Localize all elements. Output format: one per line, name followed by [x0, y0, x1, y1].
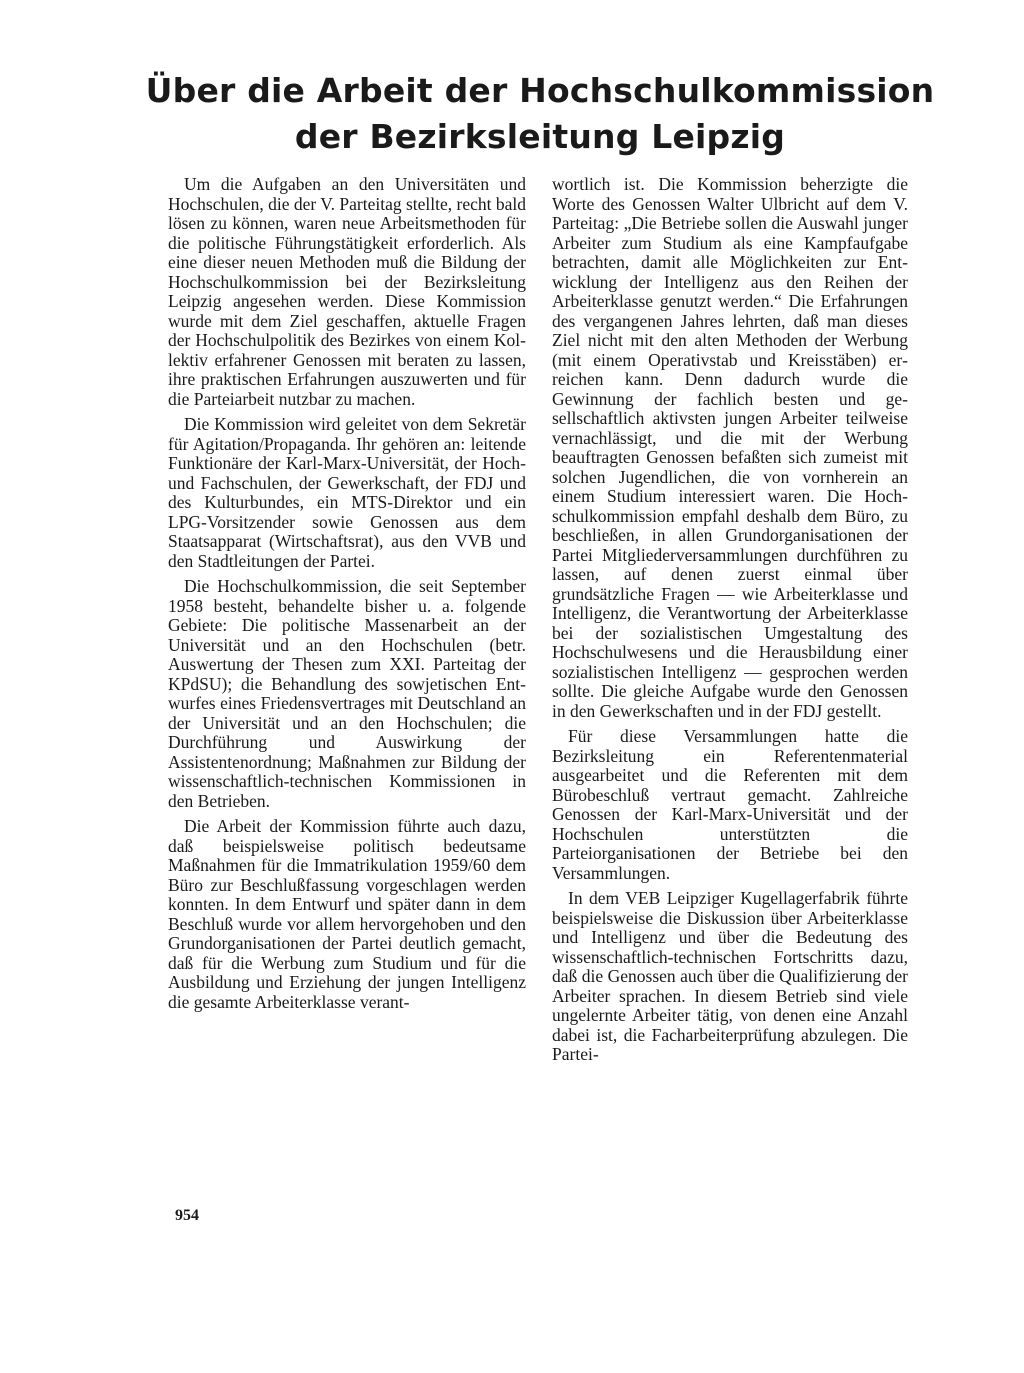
paragraph: Um die Aufgaben an den Universitäten und Hochschulen, die der V. Parteitag stellte, recht bald lösen zu können, waren neue Arbeitsmethoden für die politische Führungstätigkeit erforderlich. Als eine dieser neuen Methoden muß die Bildung der Hochschulkommission bei der Bezirksleitung Leipzig angesehen werden. Diese Kommission wurde mit dem Ziel geschaffen, aktuelle Fragen der Hochschulpolitik des Bezirkes von einem Kollektiv erfahrener Genossen mit beraten zu lassen, ihre praktischen Erfahrungen auszuwerten und für die Parteiarbeit nutzbar zu machen. [168, 174, 526, 409]
left-text-column [168, 175, 526, 1012]
article-title-line-2: der Bezirksleitung Leipzig [294, 117, 786, 156]
paragraph: Die Hochschulkommission, die seit September 1958 besteht, behandelte bisher u. a. folgende Gebiete: Die politische Massenarbeit an der Universität und an den Hochschulen (betr. Auswertung der Thesen zum XXI. Parteitag der KPdSU); die Behandlung des sowjetischen Entwurfes eines Friedensvertrages mit Deutschland an der Universität und an den Hochschulen; die Durchführung und Auswirkung der Assistentenordnung; Maßnahmen zur Bildung der wissenschaftlich-technischen Kommissionen in den Betrieben. [168, 576, 526, 811]
page-number: 954 [175, 1207, 199, 1224]
right-text-column [552, 175, 908, 1065]
article-title-line-1: Über die Arbeit der Hochschulkommission [145, 71, 935, 110]
article-title [140, 68, 940, 160]
paragraph: Die Arbeit der Kommission führte auch dazu, daß beispielsweise politisch bedeutsame Maßnahmen für die Immatrikulation 1959/60 dem Büro zur Beschlußfassung vorgeschlagen werden konnten. In dem Entwurf und später dann in dem Beschluß wurde vor allem hervorgehoben und den Grundorganisationen der Partei deutlich gemacht, daß für die Werbung zum Studium und für die Ausbildung und Erziehung der jungen Intelligenz die gesamte Arbeiterklasse verant- [168, 816, 526, 1012]
paragraph-continued: wortlich ist. Die Kommission beherzigte die Worte des Genossen Walter Ulbricht auf dem V. Parteitag: „Die Betriebe sollen die Auswahl junger Arbeiter zum Studium als eine Kampfaufgabe betrachten, damit alle Möglichkeiten zur Entwicklung der Intelligenz aus den Reihen der Arbeiterklasse genutzt werden.“ Die Erfahrungen des vergangenen Jahres lehrten, daß man dieses Ziel nicht mit den alten Methoden der Werbung (mit einem Operativstab und Kreisstäben) erreichen kann. Denn dadurch wurde die Gewinnung der fachlich besten und gesellschaftlich aktivsten jungen Arbeiter teilweise vernachlässigt, und die mit der Werbung beauftragten Genossen befaßten sich zumeist mit solchen Jugendlichen, die von vornherein an einem Studium interessiert waren. Die Hochschulkommission empfahl deshalb dem Büro, zu beschließen, in allen Grundorganisationen der Partei Mitgliederversammlungen durchführen zu lassen, auf denen zuerst einmal über grundsätzliche Fragen — wie Arbeiterklasse und Intelligenz, die Verantwortung der Arbeiterklasse bei der sozialistischen Umgestaltung des Hochschulwesens und die Herausbildung einer sozialistischen Intelligenz — gesprochen werden sollte. Die gleiche Aufgabe wurde den Genossen in den Gewerkschaften und in der FDJ gestellt. [552, 174, 908, 721]
paragraph: In dem VEB Leipziger Kugellagerfabrik führte beispielsweise die Diskussion über Arbeiterklasse und Intelligenz und über die Bedeutung des wissenschaftlich-technischen Fortschritts dazu, daß die Genossen auch über die Qualifizierung der Arbeiter sprachen. In diesem Betrieb sind viele ungelernte Arbeiter tätig, von denen eine Anzahl dabei ist, die Facharbeiterprüfung abzulegen. Die Partei- [552, 888, 908, 1064]
paragraph: Für diese Versammlungen hatte die Bezirksleitung ein Referentenmaterial ausgearbeitet und die Referenten mit dem Bürobeschluß vertraut gemacht. Zahlreiche Genossen der Karl-Marx-Universität und der Hochschulen unterstützten die Parteiorganisationen der Betriebe bei den Versammlungen. [552, 726, 908, 883]
paragraph: Die Kommission wird geleitet von dem Sekretär für Agitation/Propaganda. Ihr gehören an: leitende Funktionäre der Karl-Marx-Universität, der Hoch- und Fachschulen, der Gewerkschaft, der FDJ und des Kulturbundes, ein MTS-Direktor und ein LPG-Vorsitzender sowie Genossen aus dem Staatsapparat (Wirtschaftsrat), aus den VVB und den Stadtleitungen der Partei. [168, 414, 526, 571]
